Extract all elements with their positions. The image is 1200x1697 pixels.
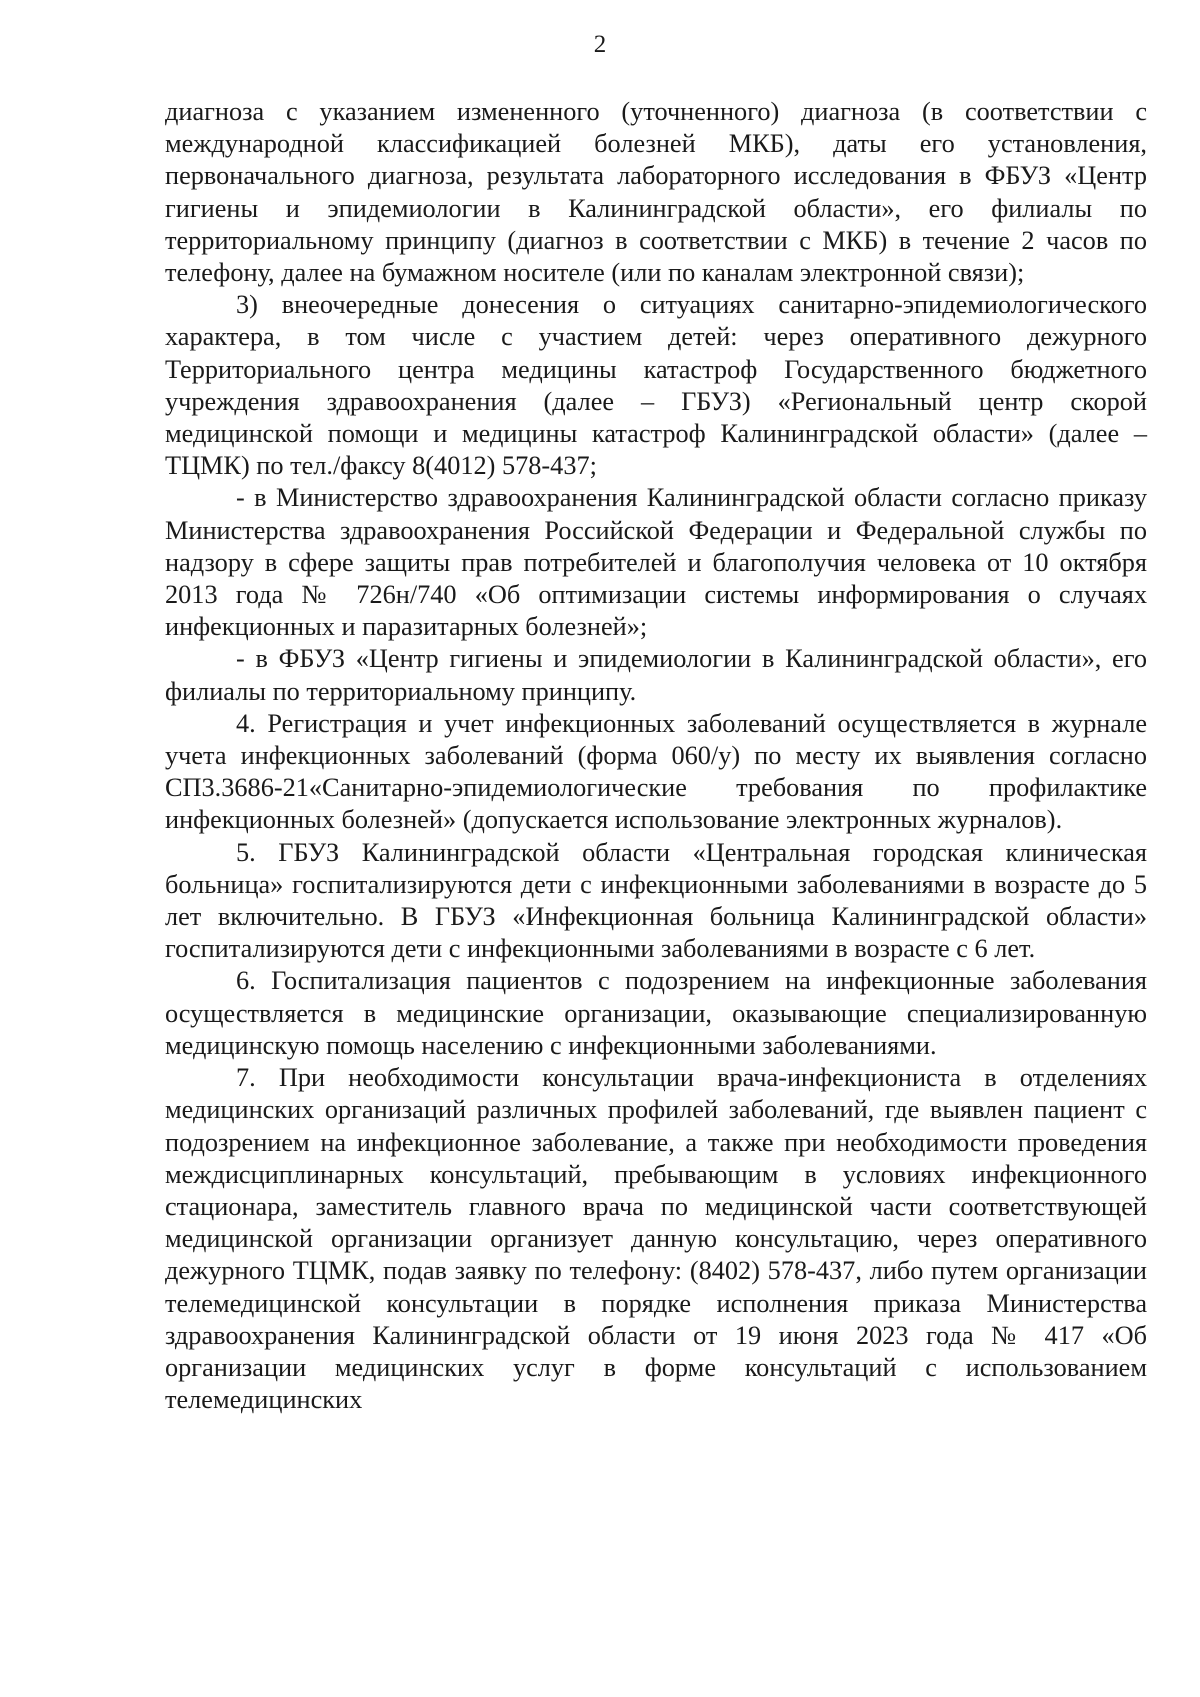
page-number: 2 [593, 31, 607, 58]
paragraph-ministry: - в Министерство здравоохранения Калининградской области согласно приказу Министерства здравоохранения Российской Федерации и Федеральной службы по надзору в сфере защиты прав потребителей и благополучия человека от 10 октября 2013 года № 726н/740 «Об оптимизации системы информирования о случаях инфекционных и паразитарных болезней»; [165, 483, 1147, 642]
paragraph-item-4: 4. Регистрация и учет инфекционных заболеваний осуществляется в журнале учета инфекционных заболеваний (форма 060/у) по месту их выявления согласно СП3.3686-21«Санитарно-эпидемиологические требования по профилактике инфекционных болезней» (допускается использование электронных журналов). [165, 708, 1147, 835]
paragraph-diagnosis-details: диагноза с указанием измененного (уточненного) диагноза (в соответствии с международной классификацией болезней МКБ), даты его установления, первоначального диагноза, результата лабораторного исследования в ФБУЗ «Центр гигиены и эпидемиологии в Калининградской области», его филиалы по территориальному принципу (диагноз в соответствии с МКБ) в течение 2 часов по телефону, далее на бумажном носителе (или по каналам электронной связи); [165, 97, 1147, 288]
document-body [165, 96, 1147, 1416]
paragraph-fbuz: - в ФБУЗ «Центр гигиены и эпидемиологии в Калининградской области», его филиалы по территориальному принципу. [165, 644, 1147, 706]
paragraph-item-7: 7. При необходимости консультации врача-инфекциониста в отделениях медицинских организаций различных профилей заболеваний, где выявлен пациент с подозрением на инфекционное заболевание, а также при необходимости проведения междисциплинарных консультаций, пребывающим в условиях инфекционного стационара, заместитель главного врача по медицинской части соответствующей медицинской организации организует данную консультацию, через оперативного дежурного ТЦМК, подав заявку по телефону: (8402) 578-437, либо путем организации телемедицинской консультации в порядке исполнения приказа Министерства здравоохранения Калининградской области от 19 июня 2023 года № 417 «Об организации медицинских услуг в форме консультаций с использованием телемедицинских [165, 1063, 1147, 1415]
paragraph-item-3: 3) внеочередные донесения о ситуациях санитарно-эпидемиологического характера, в том числе с участием детей: через оперативного дежурного Территориального центра медицины катастроф Государственного бюджетного учреждения здравоохранения (далее – ГБУЗ) «Региональный центр скорой медицинской помощи и медицины катастроф Калининградской области» (далее – ТЦМК) по тел./факсу 8(4012) 578-437; [165, 290, 1147, 481]
paragraph-item-5: 5. ГБУЗ Калининградской области «Центральная городская клиническая больница» госпитализируются дети с инфекционными заболеваниями в возрасте до 5 лет включительно. В ГБУЗ «Инфекционная больница Калининградской области» госпитализируются дети с инфекционными заболеваниями в возрасте с 6 лет. [165, 837, 1147, 964]
paragraph-item-6: 6. Госпитализация пациентов с подозрением на инфекционные заболевания осуществляется в медицинские организации, оказывающие специализированную медицинскую помощь населению с инфекционными заболеваниями. [165, 966, 1147, 1060]
